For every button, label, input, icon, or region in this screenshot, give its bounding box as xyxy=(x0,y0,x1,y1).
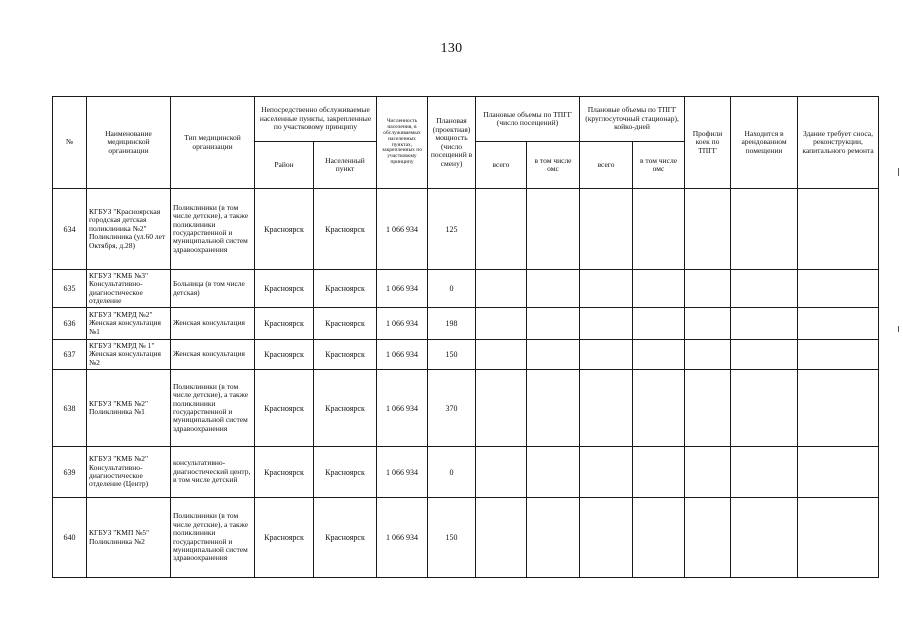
row-empty-cell xyxy=(476,270,527,308)
row-empty-cell xyxy=(633,498,685,578)
row-empty-cell xyxy=(798,447,879,498)
row-empty-cell xyxy=(731,270,798,308)
page-number: 130 xyxy=(440,41,463,56)
row-settlement: Красноярск xyxy=(314,447,377,498)
header-org-type: Тип медицинской организации xyxy=(171,97,255,189)
header-settlement: Населенный пункт xyxy=(314,142,377,189)
row-empty-cell xyxy=(633,447,685,498)
row-empty-cell xyxy=(527,270,580,308)
row-org-name: КГБУЗ "КМП №5" Поликлиника №2 xyxy=(87,498,171,578)
row-empty-cell xyxy=(798,370,879,447)
facilities-table xyxy=(52,96,879,578)
row-org-type: Поликлиники (в том числе детские), а также поликлиники государственной и муниципальной систем здравоохранения xyxy=(171,189,255,270)
row-population: 1 066 934 xyxy=(377,370,428,447)
row-empty-cell xyxy=(476,370,527,447)
row-district: Красноярск xyxy=(255,308,314,340)
header-district: Район xyxy=(255,142,314,189)
row-num: 634 xyxy=(53,189,87,270)
header-num: № xyxy=(53,97,87,189)
row-population: 1 066 934 xyxy=(377,340,428,370)
row-empty-cell xyxy=(476,340,527,370)
header-rented: Находится в арендованном помещении xyxy=(731,97,798,189)
header-population: Численность населения, в обслуживаемых населенных пунктах, закрепленных по участковому принципу xyxy=(377,97,428,189)
row-settlement: Красноярск xyxy=(314,340,377,370)
row-empty-cell xyxy=(731,498,798,578)
row-empty-cell xyxy=(580,370,633,447)
table-row xyxy=(53,308,879,340)
row-empty-cell xyxy=(633,270,685,308)
row-org-name: КГБУЗ "КМРД №2" Женская консультация №1 xyxy=(87,308,171,340)
row-district: Красноярск xyxy=(255,498,314,578)
table-row xyxy=(53,340,879,370)
row-empty-cell xyxy=(527,308,580,340)
row-num: 640 xyxy=(53,498,87,578)
row-district: Красноярск xyxy=(255,370,314,447)
row-district: Красноярск xyxy=(255,447,314,498)
row-settlement: Красноярск xyxy=(314,308,377,340)
row-population: 1 066 934 xyxy=(377,498,428,578)
row-empty-cell xyxy=(685,308,731,340)
row-empty-cell xyxy=(633,189,685,270)
row-district: Красноярск xyxy=(255,189,314,270)
row-empty-cell xyxy=(685,370,731,447)
row-org-name: КГБУЗ "Красноярская городская детская поликлиника №2" Поликлиника (ул.60 лет Октября, д.28) xyxy=(87,189,171,270)
row-empty-cell xyxy=(527,340,580,370)
row-empty-cell xyxy=(580,189,633,270)
row-capacity: 150 xyxy=(428,498,476,578)
row-empty-cell xyxy=(527,370,580,447)
row-num: 637 xyxy=(53,340,87,370)
row-org-name: КГБУЗ "КМБ №2" Поликлиника №1 xyxy=(87,370,171,447)
row-org-name: КГБУЗ "КМБ №2" Консультативно-диагностическое отделение (Центр) xyxy=(87,447,171,498)
row-population: 1 066 934 xyxy=(377,270,428,308)
row-org-type: Поликлиники (в том числе детские), а также поликлиники государственной и муниципальной систем здравоохранения xyxy=(171,370,255,447)
row-org-name: КГБУЗ "КМРД № 1" Женская консультация №2 xyxy=(87,340,171,370)
row-org-type: Женская консультация xyxy=(171,340,255,370)
row-empty-cell xyxy=(798,498,879,578)
row-population: 1 066 934 xyxy=(377,308,428,340)
row-empty-cell xyxy=(633,340,685,370)
row-org-type: Больница (в том числе детская) xyxy=(171,270,255,308)
row-empty-cell xyxy=(580,308,633,340)
table-row xyxy=(53,370,879,447)
row-capacity: 0 xyxy=(428,270,476,308)
row-empty-cell xyxy=(527,498,580,578)
header-org-name: Наименование медицинской организации xyxy=(87,97,171,189)
row-capacity: 370 xyxy=(428,370,476,447)
row-empty-cell xyxy=(798,189,879,270)
header-served-points: Непосредственно обслуживаемые населенные пункты, закрепленные по участковому принципу xyxy=(255,97,377,142)
row-empty-cell xyxy=(633,370,685,447)
row-empty-cell xyxy=(476,498,527,578)
row-settlement: Красноярск xyxy=(314,498,377,578)
row-org-type: консультативно-диагностический центр, в том числе детский xyxy=(171,447,255,498)
row-capacity: 198 xyxy=(428,308,476,340)
row-empty-cell xyxy=(731,189,798,270)
row-empty-cell xyxy=(476,189,527,270)
row-empty-cell xyxy=(633,308,685,340)
row-empty-cell xyxy=(731,308,798,340)
row-empty-cell xyxy=(798,308,879,340)
row-capacity: 125 xyxy=(428,189,476,270)
row-empty-cell xyxy=(580,498,633,578)
header-bed-profile: Профили коек по ТПГГ xyxy=(685,97,731,189)
row-empty-cell xyxy=(476,447,527,498)
row-org-type: Женская консультация xyxy=(171,308,255,340)
row-empty-cell xyxy=(580,447,633,498)
row-empty-cell xyxy=(731,447,798,498)
row-empty-cell xyxy=(527,189,580,270)
row-empty-cell xyxy=(798,340,879,370)
scan-edge-mark xyxy=(898,326,899,332)
row-capacity: 0 xyxy=(428,447,476,498)
row-settlement: Красноярск xyxy=(314,370,377,447)
row-settlement: Красноярск xyxy=(314,189,377,270)
row-empty-cell xyxy=(685,340,731,370)
row-num: 639 xyxy=(53,447,87,498)
row-district: Красноярск xyxy=(255,270,314,308)
scan-edge-mark xyxy=(898,168,899,176)
row-empty-cell xyxy=(731,340,798,370)
row-capacity: 150 xyxy=(428,340,476,370)
row-empty-cell xyxy=(580,340,633,370)
row-empty-cell xyxy=(798,270,879,308)
row-empty-cell xyxy=(685,498,731,578)
row-empty-cell xyxy=(476,308,527,340)
row-population: 1 066 934 xyxy=(377,189,428,270)
row-population: 1 066 934 xyxy=(377,447,428,498)
row-settlement: Красноярск xyxy=(314,270,377,308)
table-row xyxy=(53,498,879,578)
table-row xyxy=(53,270,879,308)
row-empty-cell xyxy=(731,370,798,447)
row-empty-cell xyxy=(685,189,731,270)
header-capacity: Плановая (проектная) мощность (число посещений в смену) xyxy=(428,97,476,189)
header-beds-oms: в том числе омс xyxy=(633,142,685,189)
row-empty-cell xyxy=(685,447,731,498)
row-num: 635 xyxy=(53,270,87,308)
row-district: Красноярск xyxy=(255,340,314,370)
row-org-name: КГБУЗ "КМБ №3" Консультативно-диагностическое отделение xyxy=(87,270,171,308)
header-tpgg-beds: Плановые объемы по ТПГГ (круглосуточный стационар), койко-дней xyxy=(580,97,685,142)
header-tpgg-visits: Плановые объемы по ТПГГ (число посещений) xyxy=(476,97,580,142)
header-visits-oms: в том числе омс xyxy=(527,142,580,189)
row-empty-cell xyxy=(580,270,633,308)
header-visits-total: всего xyxy=(476,142,527,189)
table-row xyxy=(53,189,879,270)
row-num: 636 xyxy=(53,308,87,340)
row-num: 638 xyxy=(53,370,87,447)
header-beds-total: всего xyxy=(580,142,633,189)
table-row xyxy=(53,447,879,498)
row-empty-cell xyxy=(685,270,731,308)
row-org-type: Поликлиники (в том числе детские), а также поликлиники государственной и муниципальной систем здравоохранения xyxy=(171,498,255,578)
header-repair: Здание требует сноса, реконструкции, капитального ремонта xyxy=(798,97,879,189)
row-empty-cell xyxy=(527,447,580,498)
